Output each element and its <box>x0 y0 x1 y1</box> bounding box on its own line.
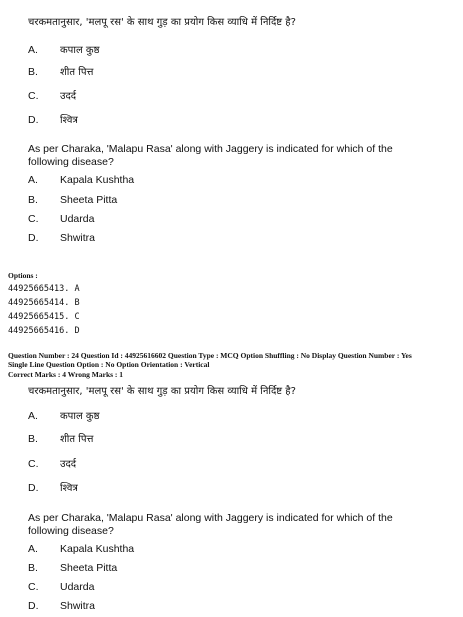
option-english-a <box>28 543 134 556</box>
option-hindi-c <box>28 90 76 103</box>
option-letter: C. <box>28 90 39 102</box>
option-letter: A. <box>28 543 38 555</box>
option-id: 44925665416. D <box>8 326 80 336</box>
option-text: Kapala Kushtha <box>60 174 135 186</box>
option-hindi-b <box>28 66 93 79</box>
question-english: As per Charaka, 'Malapu Rasa' along with Jaggery is indicated for which of the following disease? <box>28 143 393 168</box>
option-text: Shwitra <box>60 232 96 244</box>
option-letter: A. <box>28 174 38 186</box>
option-letter: B. <box>28 433 38 445</box>
option-english-c <box>28 581 94 594</box>
question-hindi: चरकमतानुसार, 'मलपू रस' के साथ गुड़ का प्रयोग किस व्याधि में निर्दिष्ट है? <box>28 17 296 28</box>
option-hindi-d <box>28 114 78 127</box>
option-english-b <box>28 562 117 575</box>
option-text: Shwitra <box>60 600 96 612</box>
option-letter: D. <box>28 600 39 612</box>
option-english-d <box>28 232 95 245</box>
option-letter: B. <box>28 66 38 78</box>
option-id: 44925665413. A <box>8 284 80 294</box>
option-hindi-c <box>28 458 76 471</box>
option-letter: D. <box>28 114 39 126</box>
option-text: श्वित्र <box>60 115 78 126</box>
option-letter: D. <box>28 232 39 244</box>
option-english-b <box>28 194 117 207</box>
question-meta-line: Correct Marks : 4 Wrong Marks : 1 <box>8 370 124 379</box>
options-header: Options : <box>8 271 38 280</box>
option-text: उदर्द <box>60 459 77 470</box>
option-english-a <box>28 174 134 187</box>
question-meta-line: Single Line Question Option : No Option Orientation : Vertical <box>8 360 210 369</box>
option-id: 44925665414. B <box>8 298 80 308</box>
option-text: शीत पित्त <box>60 67 94 78</box>
option-text: उदर्द <box>60 91 77 102</box>
option-text: Sheeta Pitta <box>60 194 118 206</box>
option-letter: C. <box>28 458 39 470</box>
option-english-d <box>28 600 95 613</box>
question-hindi: चरकमतानुसार, 'मलपू रस' के साथ गुड़ का प्रयोग किस व्याधि में निर्दिष्ट है? <box>28 386 296 397</box>
option-letter: D. <box>28 482 39 494</box>
option-text: Udarda <box>60 213 95 225</box>
option-hindi-a <box>28 410 99 423</box>
option-hindi-b <box>28 433 93 446</box>
option-text: कपाल कुष्ठ <box>60 411 100 422</box>
option-letter: C. <box>28 581 39 593</box>
option-hindi-d <box>28 482 78 495</box>
option-text: श्वित्र <box>60 483 78 494</box>
question-meta-line: Question Number : 24 Question Id : 44925616602 Question Type : MCQ Option Shuffling : No Display Question Number : Yes <box>8 351 412 360</box>
option-text: Udarda <box>60 581 95 593</box>
option-text: शीत पित्त <box>60 434 94 445</box>
option-text: Kapala Kushtha <box>60 543 135 555</box>
option-text: Sheeta Pitta <box>60 562 118 574</box>
option-text: कपाल कुष्ठ <box>60 45 100 56</box>
option-letter: C. <box>28 213 39 225</box>
option-letter: A. <box>28 44 38 56</box>
option-english-c <box>28 213 94 226</box>
question-english: As per Charaka, 'Malapu Rasa' along with Jaggery is indicated for which of the following disease? <box>28 512 393 537</box>
option-hindi-a <box>28 44 99 57</box>
option-letter: B. <box>28 194 38 206</box>
option-id: 44925665415. C <box>8 312 80 322</box>
option-letter: A. <box>28 410 38 422</box>
option-letter: B. <box>28 562 38 574</box>
